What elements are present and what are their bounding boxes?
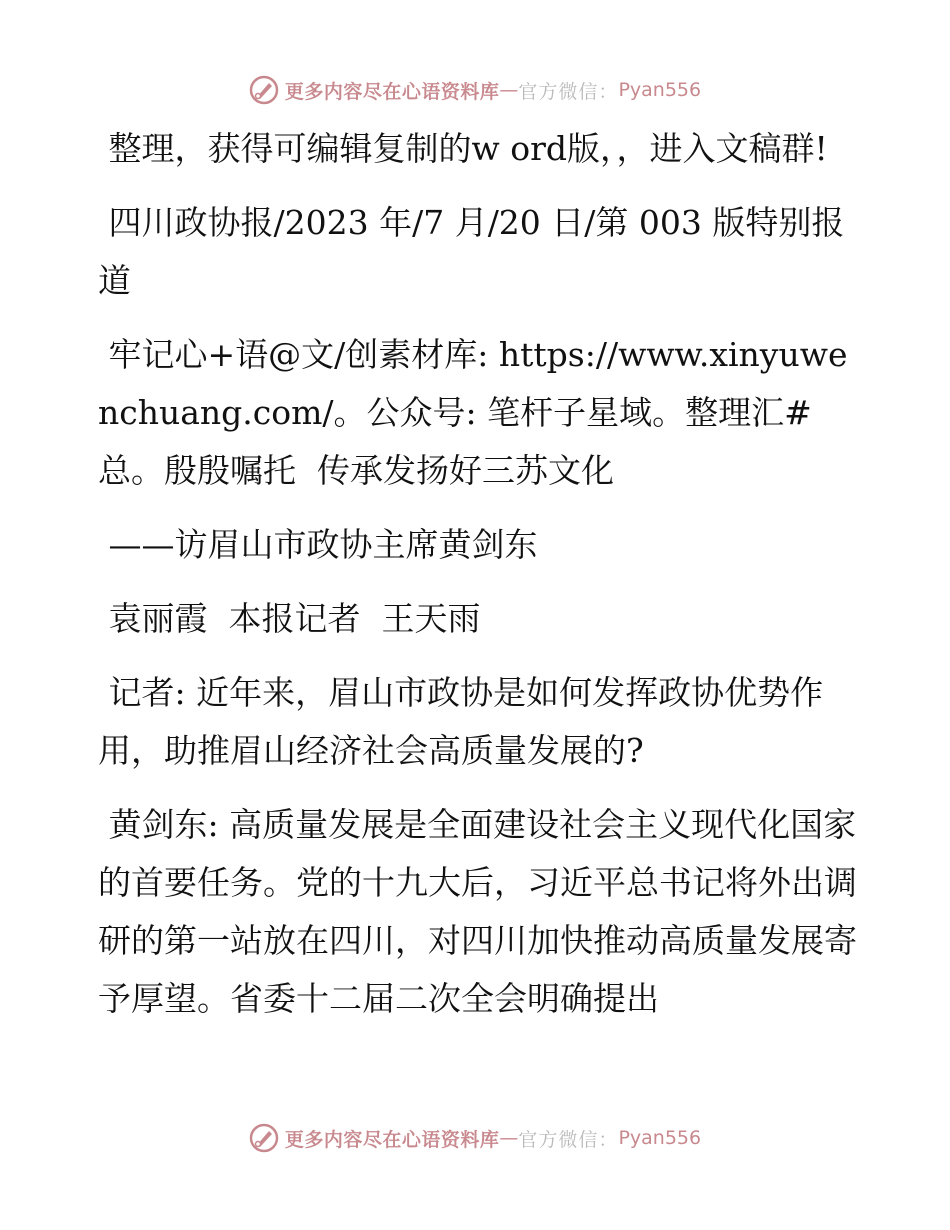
- banner-official-label: 官方微信：: [518, 80, 619, 103]
- banner-text: 更多内容尽在心语资料库: [284, 80, 500, 103]
- banner-separator: —: [499, 1127, 519, 1149]
- banner-wechat-id: Pyan556: [618, 79, 702, 101]
- banner-text: 更多内容尽在心语资料库: [284, 1128, 500, 1151]
- banner-separator: —: [499, 79, 519, 101]
- paragraph-source: 四川政协报/2023 年/7 月/20 日/第 003 版特别报道: [98, 203, 845, 300]
- banner-official-label: 官方微信：: [518, 1128, 619, 1151]
- paragraph-title: 牢记心+语@文/创素材库: https://www.xinyuwenchuang.com/。公众号: 笔杆子星域。整理汇#总。殷殷嘱托 传承发扬好三苏文化: [98, 335, 848, 490]
- paragraph-subtitle: ——访眉山市政协主席黄剑东: [98, 525, 538, 564]
- document-body: [98, 120, 858, 1044]
- paragraph-byline: 袁丽霞 本报记者 王天雨: [98, 599, 481, 638]
- paragraph-answer: 黄剑东: 高质量发展是全面建设社会主义现代化国家的首要任务。党的十九大后，习近平总书记将外出调研的第一站放在四川，对四川加快推动高质量发展寄予厚望。省委十二届二次全会明确提出: [98, 805, 857, 1018]
- banner-wechat-id: Pyan556: [618, 1127, 702, 1149]
- pen-logo-icon: [249, 75, 279, 105]
- pen-logo-icon: [249, 1123, 279, 1153]
- header-watermark-banner: [0, 70, 950, 110]
- footer-watermark-banner: [0, 1118, 950, 1158]
- paragraph-intro: 整理，获得可编辑复制的w ord版，，进入文稿群!: [98, 129, 828, 168]
- paragraph-question: 记者: 近年来，眉山市政协是如何发挥政协优势作用，助推眉山经济社会高质量发展的?: [98, 673, 824, 770]
